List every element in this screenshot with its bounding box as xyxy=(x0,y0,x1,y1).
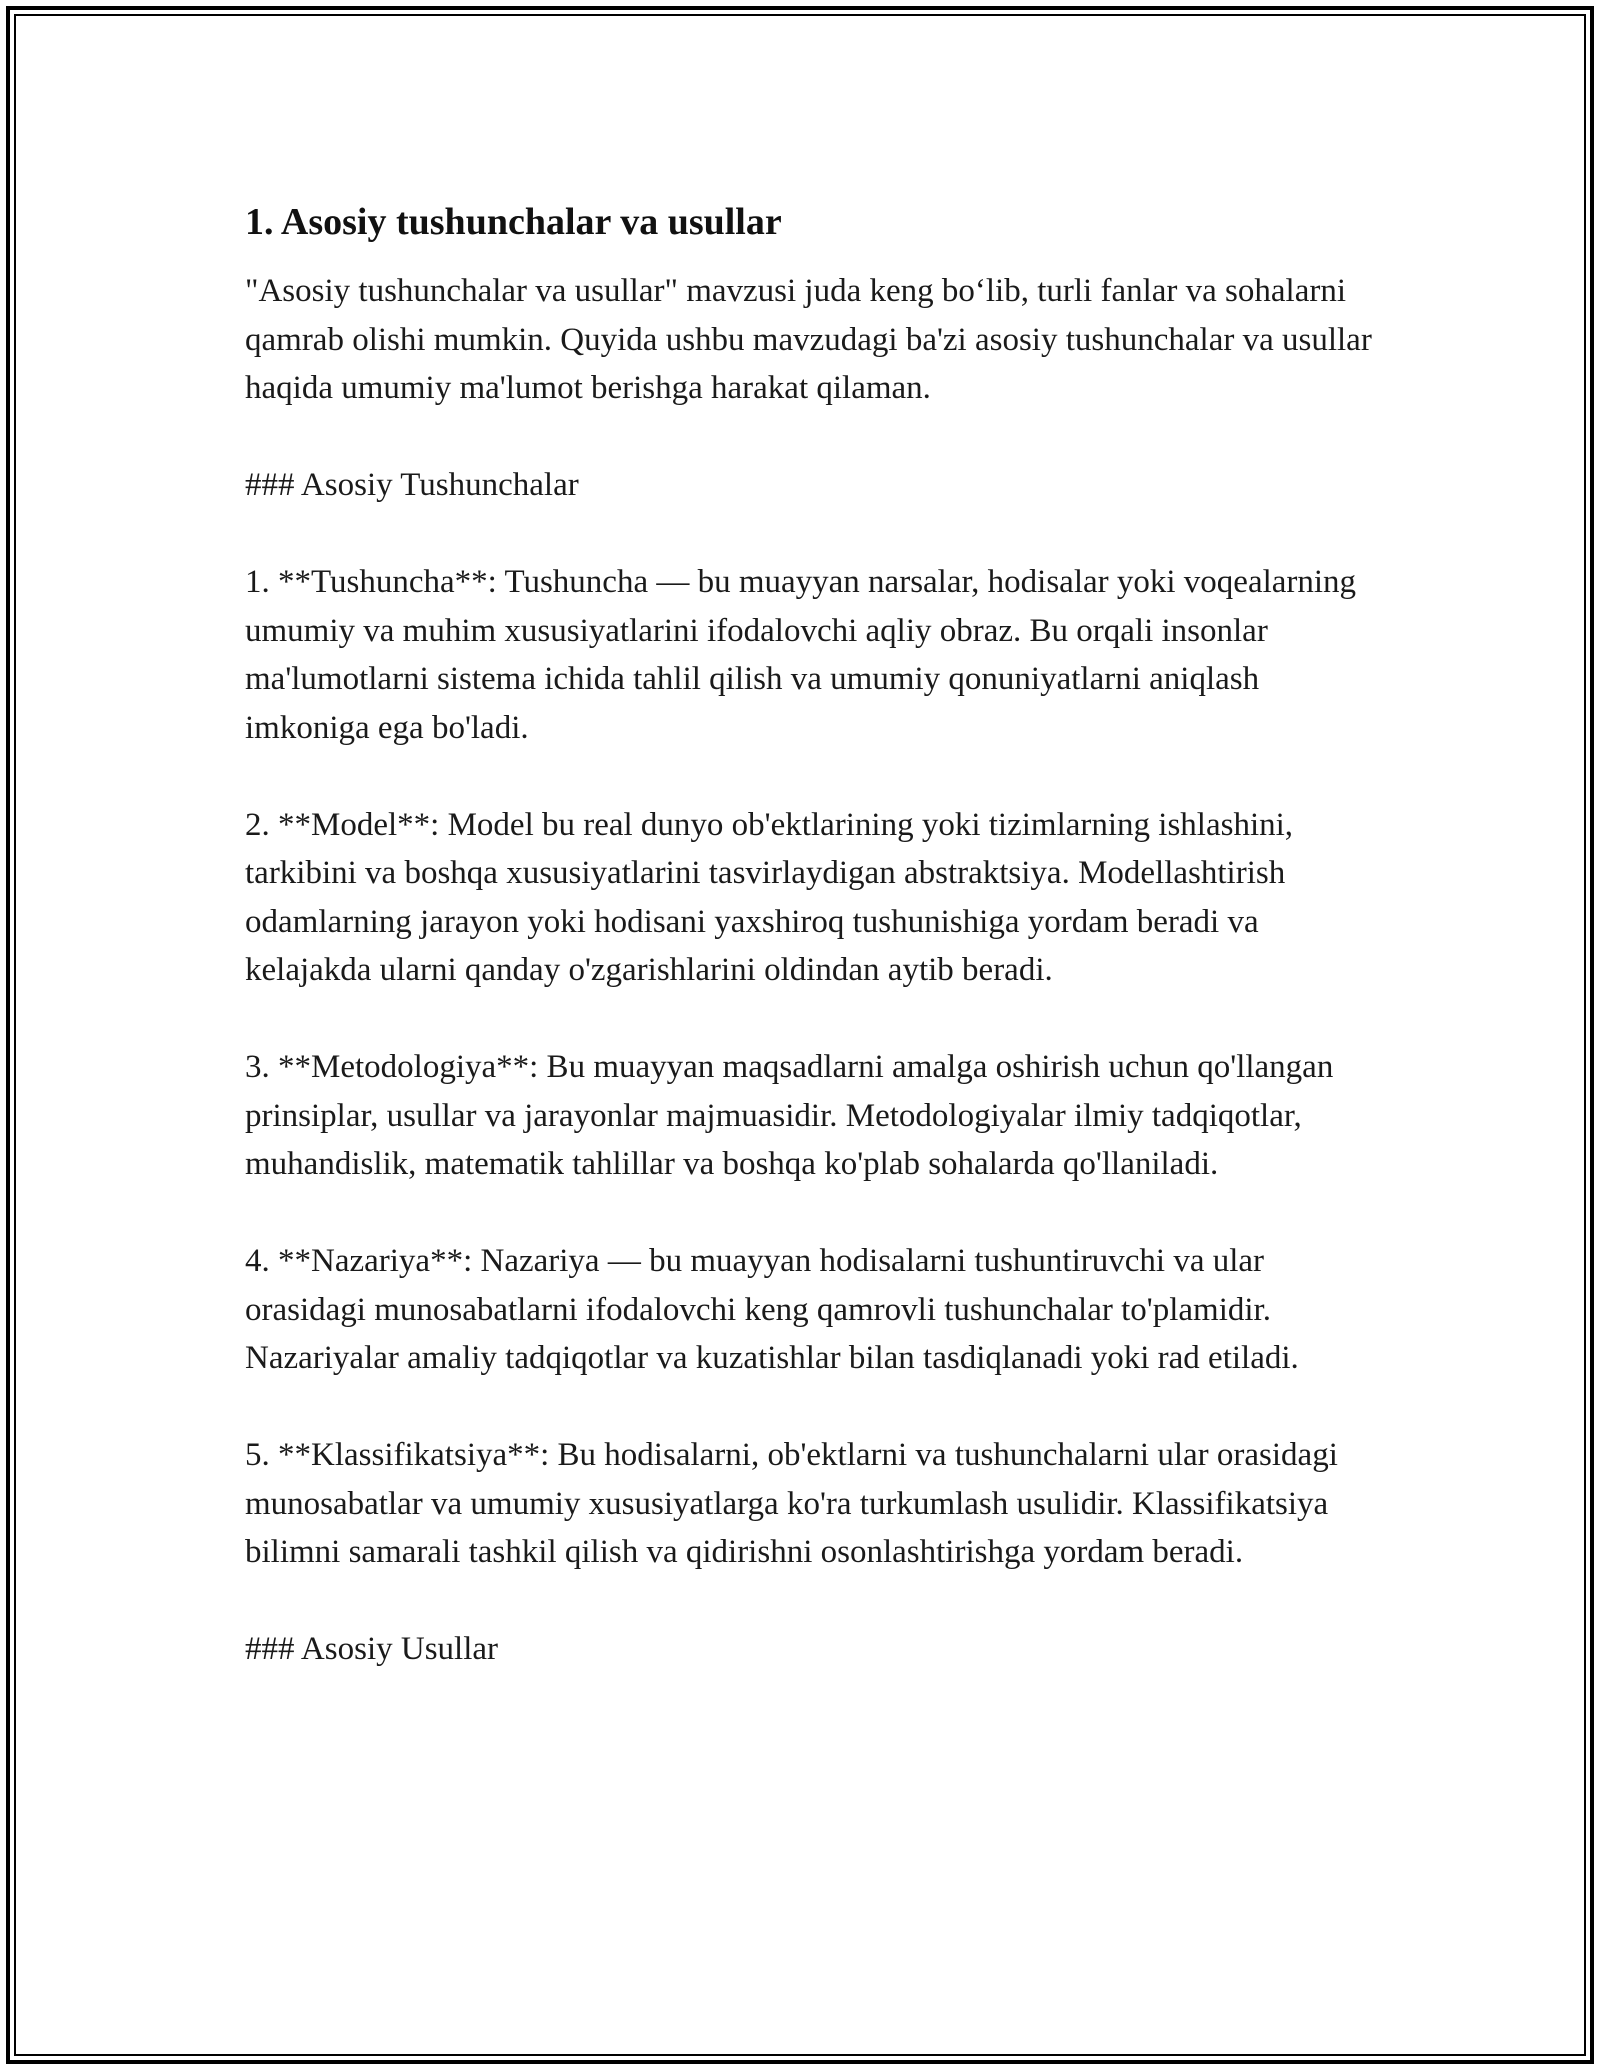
section-heading-methods: ### Asosiy Usullar xyxy=(245,1631,499,1667)
section-heading-concepts: ### Asosiy Tushunchalar xyxy=(245,467,579,503)
list-item-theory: 4. **Nazariya**: Nazariya — bu muayyan hodisalarni tushuntiruvchi va ular orasidagi munosabatlarni ifodalovchi keng qamrovli tushunchalar to'plamidir. Nazariyalar amaliy tadqiqotlar va kuzatishlar bilan tasdiqlanadi yoki rad etiladi. xyxy=(245,1243,1299,1376)
list-item-concept: 1. **Tushuncha**: Tushuncha — bu muayyan narsalar, hodisalar yoki voqealarning umumiy va muhim xususiyatlarini ifodalovchi aqliy obraz. Bu orqali insonlar ma'lumotlarni sistema ichida tahlil qilish va umumiy qonuniyatlarni aniqlash imkoniga ega bo'ladi. xyxy=(245,564,1357,746)
list-item-methodology: 3. **Metodologiya**: Bu muayyan maqsadlarni amalga oshirish uchun qo'llangan prinsiplar, usullar va jarayonlar majmuasidir. Metodologiyalar ilmiy tadqiqotlar, muhandislik, matematik tahlillar va boshqa ko'plab sohalarda qo'llaniladi. xyxy=(245,1049,1334,1182)
list-item-classification: 5. **Klassifikatsiya**: Bu hodisalarni, ob'ektlarni va tushunchalarni ular orasidagi munosabatlar va umumiy xususiyatlarga ko'ra turkumlash usulidir. Klassifikatsiya bilimni samarali tashkil qilish va qidirishni osonlashtirishga yordam beradi. xyxy=(245,1437,1338,1570)
document-title: 1. Asosiy tushunchalar va usullar xyxy=(245,201,782,243)
page-frame xyxy=(6,6,1594,2064)
list-item-model: 2. **Model**: Model bu real dunyo ob'ektlarining yoki tizimlarning ishlashini, tarkibini va boshqa xususiyatlarini tasvirlaydigan abstraktsiya. Modellashtirish odamlarning jarayon yoki hodisani yaxshiroq tushunishiga yordam beradi va kelajakda ularni qanday o'zgarishlarini oldindan aytib beradi. xyxy=(245,806,1294,988)
intro-paragraph: "Asosiy tushunchalar va usullar" mavzusi juda keng bo‘lib, turli fanlar va sohalarni qamrab olishi mumkin. Quyida ushbu mavzudagi ba'zi asosiy tushunchalar va usullar haqida umumiy ma'lumot berishga harakat qilaman. xyxy=(245,273,1372,406)
document-body xyxy=(245,198,1385,1722)
